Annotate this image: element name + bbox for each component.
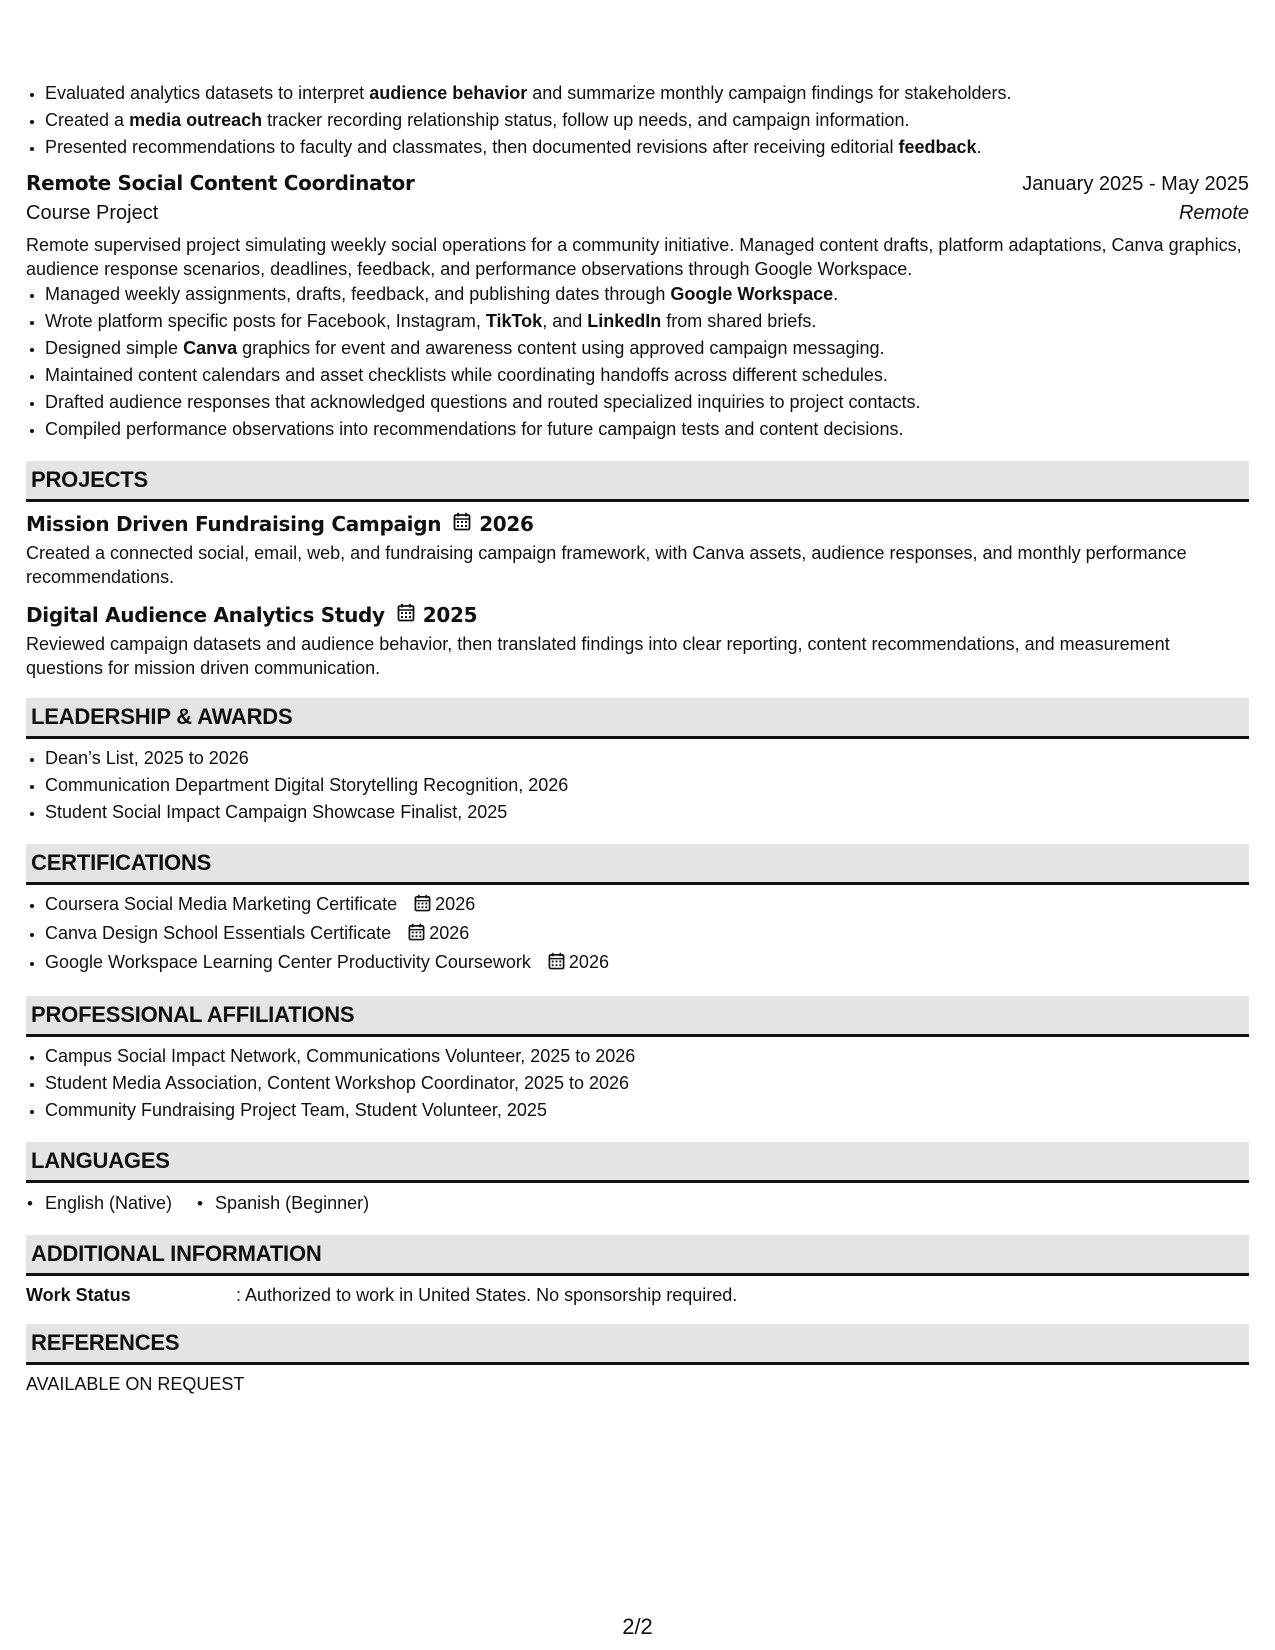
certification-year: 2026: [429, 923, 470, 943]
work-status-row: [26, 1285, 1249, 1306]
certification-year: 2026: [568, 952, 609, 972]
list-item: • English (Native): [26, 1190, 172, 1217]
section-title: CERTIFICATIONS: [31, 850, 212, 875]
affiliations-list: [26, 1043, 1249, 1124]
work-status-value: : Authorized to work in United States. No sponsorship required.: [236, 1285, 738, 1305]
job-bullet-list: [26, 281, 1249, 443]
section-header-additional: [26, 1235, 1249, 1276]
text-segment: .: [833, 284, 839, 304]
certification-year: 2026: [435, 894, 476, 914]
text-segment: and summarize monthly campaign findings for stakeholders.: [527, 83, 1012, 103]
list-item: [45, 107, 1249, 134]
calendar-icon: [414, 893, 431, 920]
top-bullet-list: [26, 80, 1249, 161]
text-segment: Maintained content calendars and asset checklists while coordinating handoffs across different schedules.: [45, 365, 888, 385]
page-number: 2/2: [622, 1614, 653, 1639]
job-location: Remote: [1178, 202, 1249, 224]
list-item: [45, 891, 1249, 920]
list-item: [45, 308, 1249, 335]
section-title: PROJECTS: [31, 467, 148, 492]
text-segment: Managed weekly assignments, drafts, feedback, and publishing dates through: [45, 284, 671, 304]
text-segment: graphics for event and awareness content using approved campaign messaging.: [237, 338, 885, 358]
project-year: 2025: [422, 603, 478, 627]
leadership-list: [26, 745, 1249, 826]
job-subheader: [26, 202, 1249, 225]
text-segment: Wrote platform specific posts for Facebook, Instagram,: [45, 311, 486, 331]
project-year: 2026: [479, 512, 534, 536]
list-item: • Student Social Impact Campaign Showcase Finalist, 2025: [45, 799, 1249, 826]
list-item: [45, 920, 1249, 949]
list-item: • Community Fundraising Project Team, Student Volunteer, 2025: [45, 1097, 1249, 1124]
project-description: Reviewed campaign datasets and audience behavior, then translated findings into clear reporting, content recommendations, and measurement questions for mission driven communication.: [26, 634, 1170, 678]
bold-keyword: LinkedIn: [587, 311, 662, 331]
section-header-references: [26, 1324, 1249, 1365]
text-segment: , and: [542, 311, 588, 331]
list-item: [45, 281, 1249, 308]
text-segment: Designed simple: [45, 338, 184, 358]
bold-keyword: feedback: [898, 137, 977, 157]
bold-keyword: Google Workspace: [670, 284, 834, 304]
list-item: [45, 134, 1249, 161]
calendar-icon: [453, 512, 471, 536]
text-segment: Presented recommendations to faculty and classmates, then documented revisions after receiving editorial: [45, 137, 899, 157]
job-dates: January 2025 - May 2025: [1022, 173, 1249, 195]
certification-name: Coursera Social Media Marketing Certificate: [45, 894, 398, 914]
certification-name: Google Workspace Learning Center Productivity Coursework: [45, 952, 531, 972]
calendar-icon: [397, 603, 415, 627]
project-title: Digital Audience Analytics Study: [26, 603, 385, 627]
calendar-icon: [548, 951, 565, 978]
job-summary: Remote supervised project simulating weekly social operations for a community initiative. Managed content drafts, platform adaptations, Canva graphics, audience response scenarios, deadlines, feedback, and performance observations through Google Workspace.: [26, 235, 1242, 279]
text-segment: from shared briefs.: [661, 311, 817, 331]
certifications-list: [26, 891, 1249, 978]
text-segment: Drafted audience responses that acknowledged questions and routed specialized inquiries to project contacts.: [45, 392, 921, 412]
bold-keyword: TikTok: [485, 311, 543, 331]
job-title: Remote Social Content Coordinator: [26, 171, 415, 195]
project-header: [26, 512, 1249, 536]
list-item: [45, 389, 1249, 416]
calendar-icon: [408, 922, 425, 949]
project-description: Created a connected social, email, web, and fundraising campaign framework, with Canva assets, audience responses, and monthly performance recommendations.: [26, 543, 1187, 587]
section-title: LEADERSHIP & AWARDS: [31, 704, 293, 729]
text-segment: Created a: [45, 110, 130, 130]
bold-keyword: Canva: [183, 338, 238, 358]
bold-keyword: audience behavior: [369, 83, 528, 103]
text-segment: tracker recording relationship status, follow up needs, and campaign information.: [262, 110, 910, 130]
section-title: REFERENCES: [31, 1330, 180, 1355]
section-title: PROFESSIONAL AFFILIATIONS: [31, 1002, 355, 1027]
references-text: AVAILABLE ON REQUEST: [26, 1374, 245, 1394]
list-item: [45, 80, 1249, 107]
list-item: [45, 416, 1249, 443]
section-title: LANGUAGES: [31, 1148, 170, 1173]
list-item: [45, 362, 1249, 389]
section-header-projects: [26, 461, 1249, 502]
languages-list: [26, 1190, 1249, 1217]
list-item: • Spanish (Beginner): [196, 1190, 369, 1217]
bold-keyword: media outreach: [129, 110, 263, 130]
project-title: Mission Driven Fundraising Campaign: [26, 512, 442, 536]
text-segment: .: [976, 137, 982, 157]
text-segment: Evaluated analytics datasets to interpret: [45, 83, 370, 103]
section-title: ADDITIONAL INFORMATION: [31, 1241, 322, 1266]
list-item: • Campus Social Impact Network, Communications Volunteer, 2025 to 2026: [45, 1043, 1249, 1070]
list-item: • Communication Department Digital Storytelling Recognition, 2026: [45, 772, 1249, 799]
section-header-affiliations: [26, 996, 1249, 1037]
project-header: [26, 603, 1249, 627]
text-segment: Compiled performance observations into recommendations for future campaign tests and content decisions.: [45, 419, 904, 439]
list-item: [45, 949, 1249, 978]
certification-name: Canva Design School Essentials Certificate: [45, 923, 392, 943]
list-item: • Student Media Association, Content Workshop Coordinator, 2025 to 2026: [45, 1070, 1249, 1097]
section-header-leadership: [26, 698, 1249, 739]
list-item: [45, 335, 1249, 362]
section-header-certifications: [26, 844, 1249, 885]
job-organization: Course Project: [26, 202, 159, 224]
job-header: [26, 171, 1249, 196]
section-header-languages: [26, 1142, 1249, 1183]
work-status-label: Work Status: [26, 1285, 131, 1305]
list-item: • Dean’s List, 2025 to 2026: [45, 745, 1249, 772]
